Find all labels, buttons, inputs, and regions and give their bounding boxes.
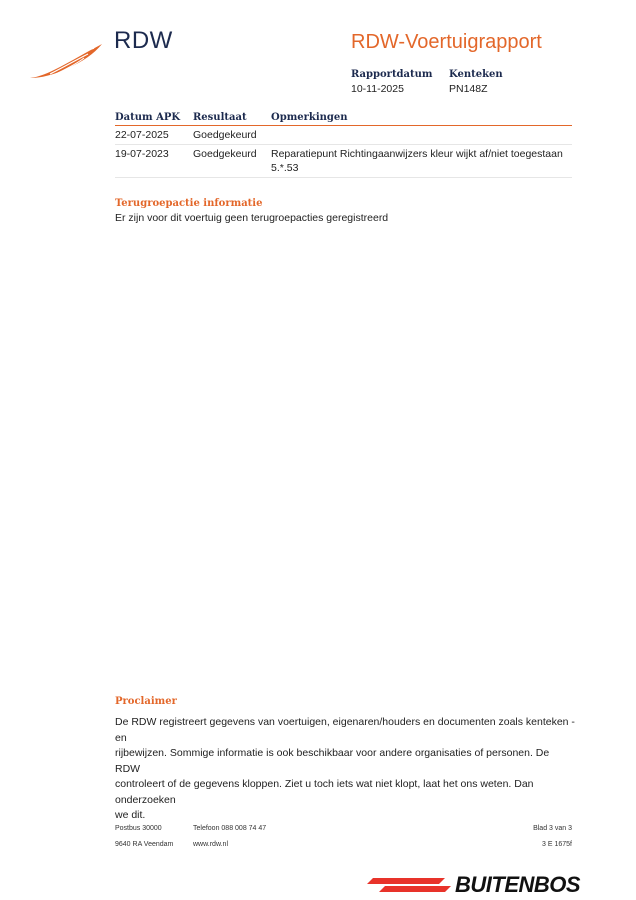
proclaimer-text (115, 715, 575, 824)
proclaimer-line: rijbewijzen. Sommige informatie is ook beschikbaar voor andere organisaties of personen. De RDW (115, 747, 550, 775)
proclaimer-line: controleert of de gegevens kloppen. Ziet u toch iets wat niet klopt, laat het ons weten. Dan onderzoeken (115, 778, 534, 806)
apk-remarks-code: 5.*.53 (271, 162, 299, 174)
table-row (115, 145, 572, 178)
footer-page-number: Blad 3 van 3 (533, 825, 572, 832)
apk-history-table (115, 111, 572, 178)
watermark-stripes-icon (365, 874, 455, 894)
footer-phone: Telefoon 088 008 74 47 (193, 825, 267, 832)
column-header-date: Datum APK (115, 111, 193, 126)
apk-date-cell: 22-07-2025 (115, 126, 193, 145)
apk-remarks-cell (271, 126, 572, 145)
proclaimer-section-title: Proclaimer (115, 696, 177, 707)
proclaimer-line: we dit. (115, 809, 146, 821)
apk-result-cell: Goedgekeurd (193, 145, 271, 178)
report-date-label: Rapportdatum (351, 69, 433, 80)
table-row (115, 126, 572, 145)
report-date-value: 10-11-2025 (351, 83, 404, 95)
apk-result-cell: Goedgekeurd (193, 126, 271, 145)
footer-website: www.rdw.nl (193, 841, 229, 848)
footer-postbus: Postbus 30000 (115, 825, 162, 832)
rdw-logo-icon (28, 40, 104, 82)
footer-document-code: 3 E 1675f (542, 841, 572, 848)
recall-section-title: Terugroepactie informatie (115, 198, 263, 209)
watermark-logo-text: BUITENBOS (455, 872, 581, 897)
license-plate-label: Kenteken (449, 69, 503, 80)
rdw-logo-text: RDW (114, 27, 173, 54)
recall-section-text: Er zijn voor dit voertuig geen terugroepacties geregistreerd (115, 212, 389, 224)
license-plate-value: PN148Z (449, 83, 488, 95)
table-header-row (115, 111, 572, 126)
column-header-remarks: Opmerkingen (271, 111, 572, 126)
proclaimer-line: De RDW registreert gegevens van voertuigen, eigenaren/houders en documenten zoals kenteken - en (115, 716, 575, 744)
footer-city: 9640 RA Veendam (115, 841, 174, 848)
apk-remarks-line: Reparatiepunt Richtingaanwijzers kleur wijkt af/niet toegestaan (271, 148, 563, 160)
report-title: RDW-Voertuigrapport (351, 31, 542, 53)
column-header-result: Resultaat (193, 111, 271, 126)
apk-date-cell: 19-07-2023 (115, 145, 193, 178)
apk-remarks-cell (271, 145, 572, 178)
